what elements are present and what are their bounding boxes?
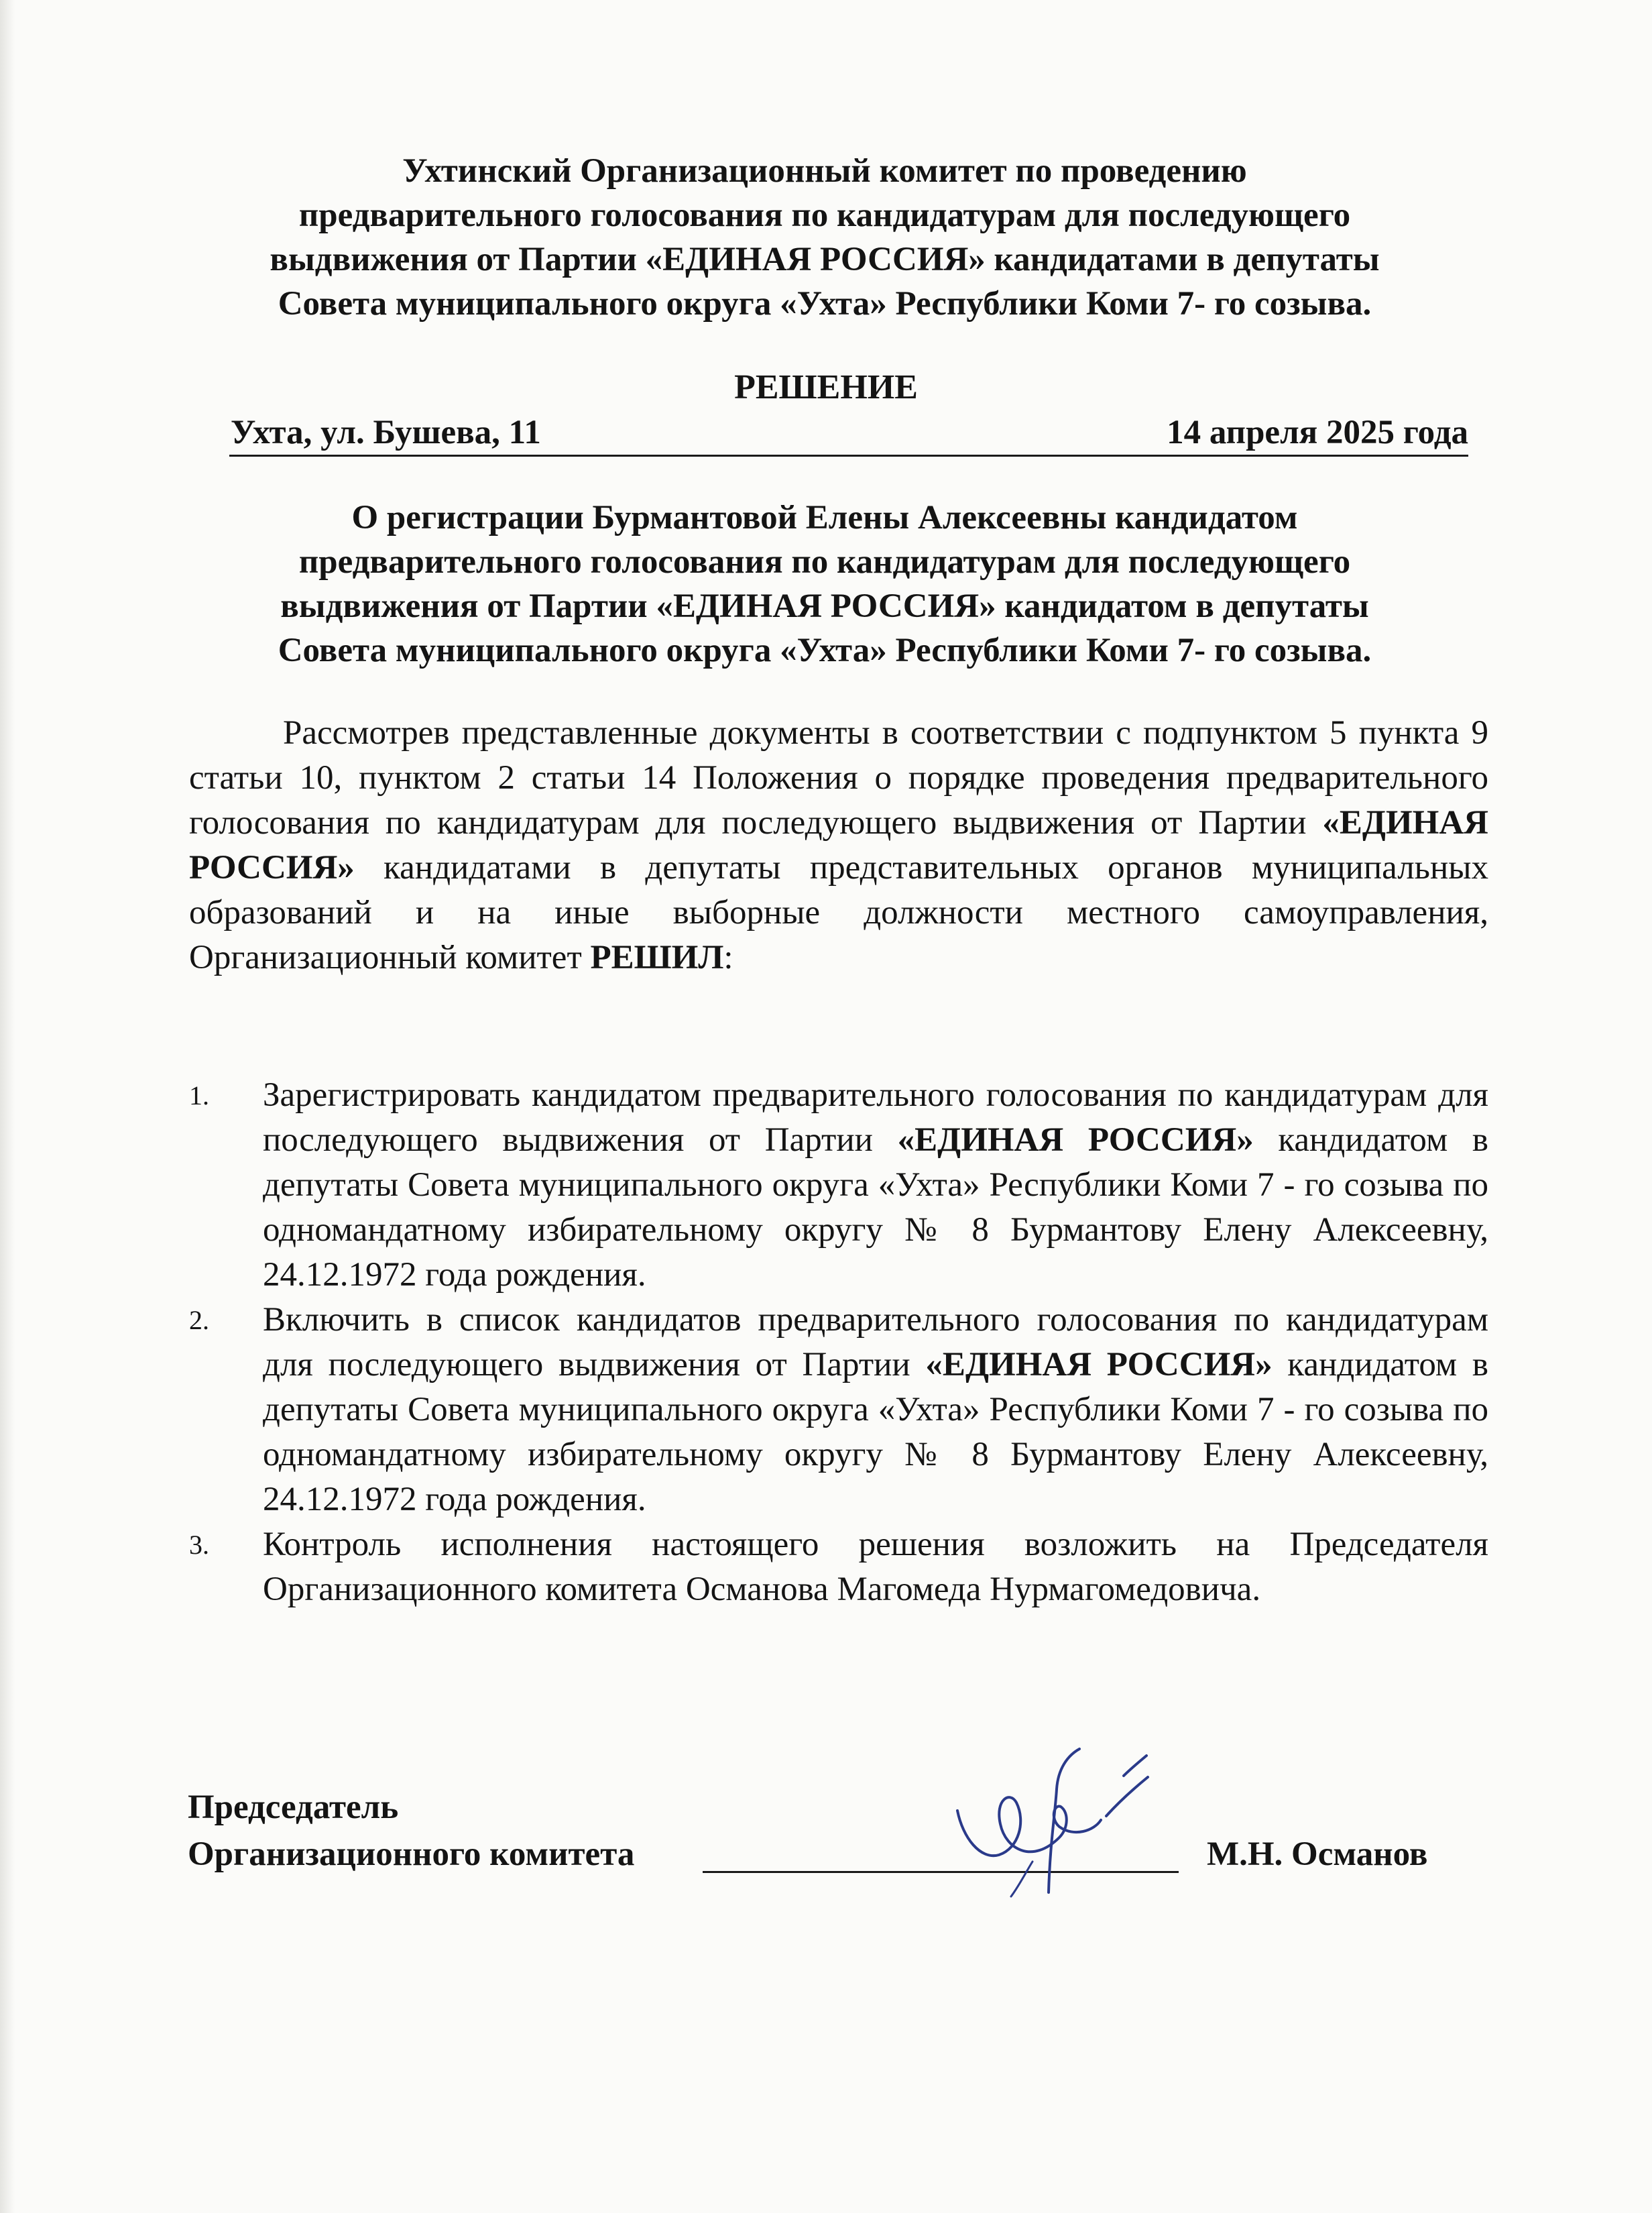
item-text: Включить в список кандидатов предварительного голосования по кандидатурам для последующего выдвижения от Партии (263, 1301, 1488, 1383)
decision-subject (161, 496, 1488, 673)
item-text: Контроль исполнения настоящего решения возложить на Председателя Организационного комитета Османова Магомеда Нурмагомедовича. (263, 1526, 1488, 1608)
decision-title: РЕШЕНИЕ (734, 368, 918, 406)
signer-name: М.Н. Османов (1207, 1835, 1428, 1873)
subject-line: предварительного голосования по кандидатурам для последующего (298, 543, 1351, 581)
subject-line: выдвижения от Партии «ЕДИНАЯ РОССИЯ» кандидатом в депутаты (280, 587, 1369, 625)
list-item (189, 1073, 1488, 1298)
resolved-word: РЕШИЛ (590, 939, 724, 976)
signature-block (188, 1785, 1488, 1892)
item-text: кандидатом в депутаты Совета муниципального округа «Ухта» Республики Коми 7 - го созыва по одномандатному избирательному округу № 8 Бурмантову Елену Алексеевну, 24.12.1972 года рождения. (263, 1121, 1488, 1294)
item-number: 3. (189, 1530, 209, 1560)
item-text: Зарегистрировать кандидатом предварительного голосования по кандидатурам для последующего выдвижения от Партии (263, 1076, 1488, 1159)
signer-title-line-2: Организационного комитета (188, 1835, 635, 1873)
party-name: «ЕДИНАЯ РОССИЯ» (925, 1346, 1273, 1383)
subject-line: Совета муниципального округа «Ухта» Республики Коми 7- го созыва. (278, 632, 1372, 669)
list-item (189, 1522, 1488, 1612)
preamble-paragraph (189, 711, 1488, 980)
committee-header (161, 149, 1488, 326)
party-name: «ЕДИНАЯ РОССИЯ» (189, 804, 1488, 887)
place-text: Ухта, ул. Бушева, 11 (231, 414, 541, 451)
header-line: Ухтинский Организационный комитет по проведению (402, 152, 1247, 190)
header-line: выдвижения от Партии «ЕДИНАЯ РОССИЯ» кандидатами в депутаты (270, 241, 1380, 278)
preamble-text: кандидатами в депутаты представительных органов муниципальных образований и на иные выборные должности местного самоуправления, Организационный комитет (189, 849, 1488, 976)
scan-edge-shadow (0, 0, 15, 2213)
preamble-text: : (723, 939, 733, 976)
item-text: кандидатом в депутаты Совета муниципального округа «Ухта» Республики Коми 7 - го созыва по одномандатному избирательному округу № 8 Бурмантову Елену Алексеевну, 24.12.1972 года рождения. (263, 1346, 1488, 1518)
decision-items (189, 1073, 1488, 1612)
handwritten-signature (925, 1737, 1167, 1925)
place-date-line (229, 410, 1468, 457)
header-line: предварительного голосования по кандидатурам для последующего (298, 196, 1351, 234)
preamble-text: Рассмотрев представленные документы в соответствии с подпунктом 5 пункта 9 статьи 10, пунктом 2 статьи 14 Положения о порядке проведения предварительного голосования по кандидатурам для последующего выдвижения от Партии (189, 714, 1488, 842)
item-number: 2. (189, 1305, 209, 1335)
subject-line: О регистрации Бурмантовой Елены Алексеевны кандидатом (351, 499, 1298, 536)
item-number: 1. (189, 1080, 209, 1111)
date-text: 14 апреля 2025 года (1167, 414, 1468, 451)
party-name: «ЕДИНАЯ РОССИЯ» (897, 1121, 1254, 1159)
list-item (189, 1298, 1488, 1522)
signer-title-line-1: Председатель (188, 1789, 399, 1826)
header-line: Совета муниципального округа «Ухта» Республики Коми 7- го созыва. (278, 285, 1372, 323)
